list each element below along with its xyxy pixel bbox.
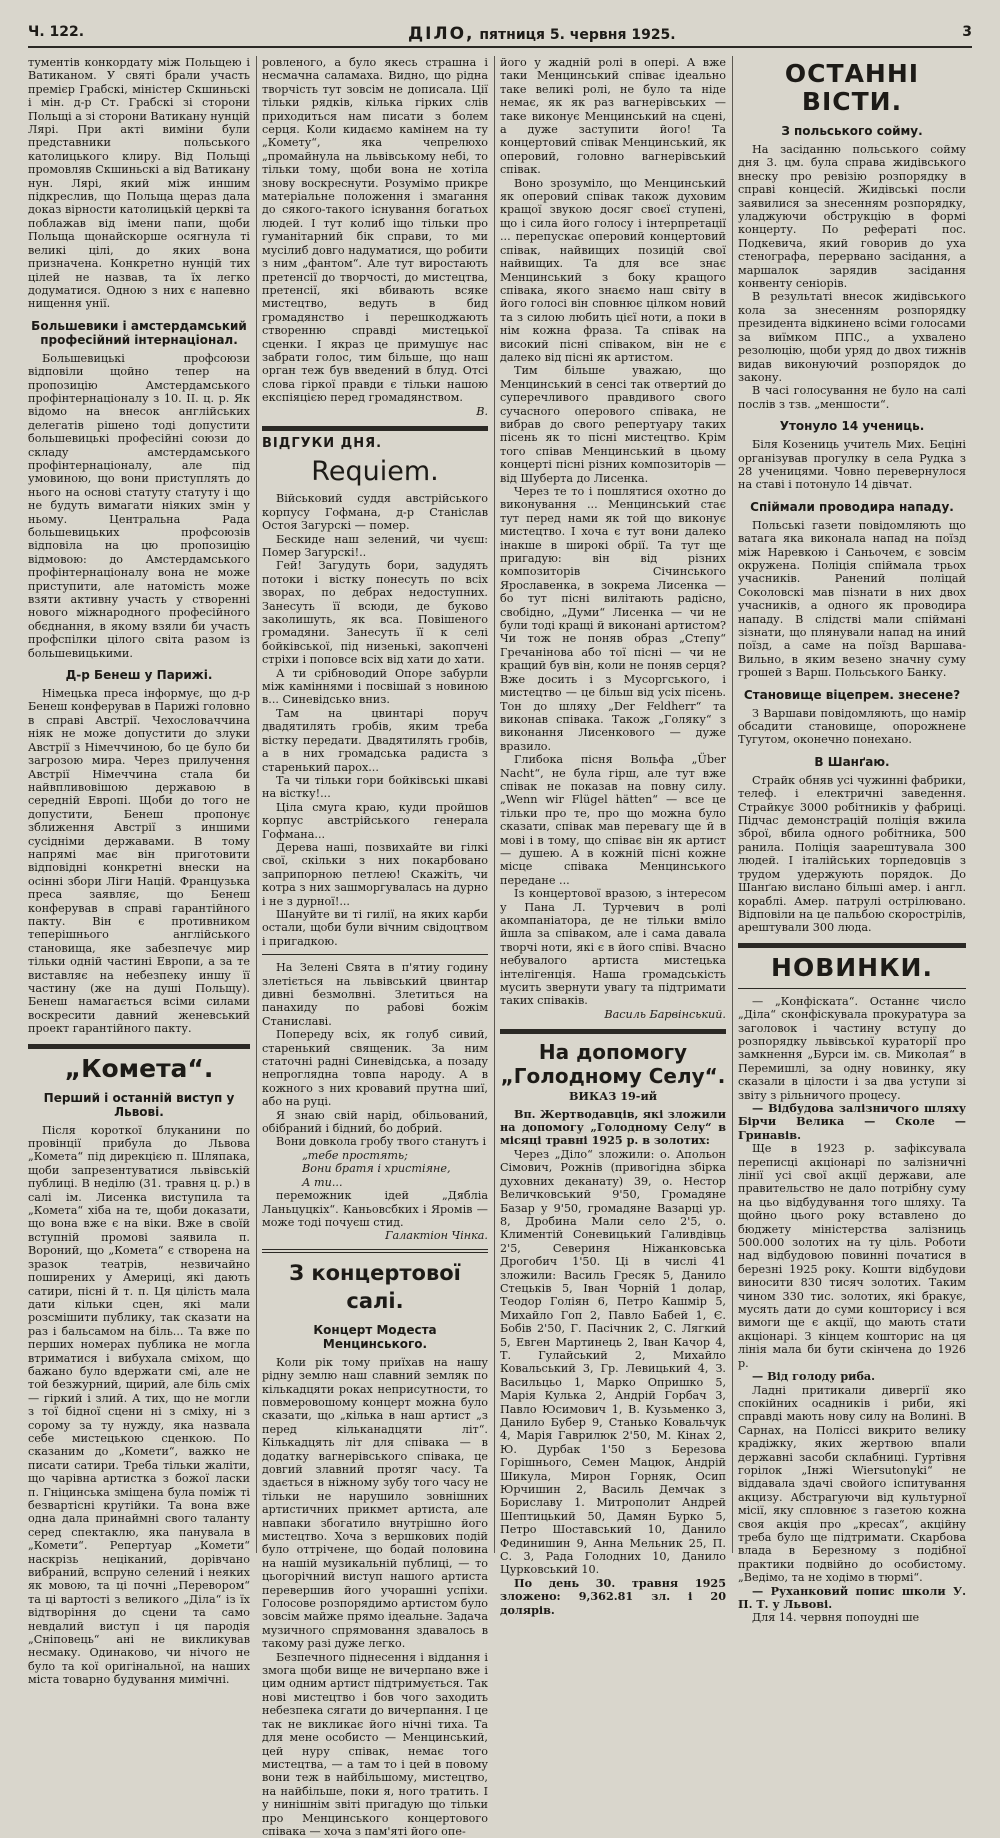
poem-line: „тебе простять;: [302, 1148, 408, 1162]
article-text: Польські газети повідомляють що ватага яка виконала напад на поїзд між Наревкою і Саньочем, є зовсім окружена. Поліція спіймала трьох учасників. Ранений поліцай Соколовскі мав пізнати в них двох учасників, а одного як проводира нападу. В слідстві мали спійманi зізнати, що плянували напад на иний поїзд, а саме на поїзд Варшава-Вильно, в яким везено значну суму грошей з Варш. Польського Банку.: [738, 518, 966, 680]
article-text: Дерева наші, позвихайте ви гілкі свої, скільки з них покарбовано заприпорною петлею! Скажіть, чи котра з них зашморгувалась на дурно і не з дурної!...: [262, 840, 488, 908]
section-rule: [738, 943, 966, 948]
news-item: Ще в 1923 р. зафіксувала переписці акціонарі по залізничні лінії усі свої акції держави, але правительство не дало потрібну суму на цьо відбудування того шляху. Та щойно цього року вставлено до бюджету міністерства залізниць 500.000 золотих на ту ціль. Роботи над відбудовою повинні початися в березні 1925 року. Кошти відбудови виносити 830 тисяч золотих. Таким чином 330 тис. золотих, які бракує, мусять дати до суми кошторису і вся вимоги ще є акції, що мають стати акціонарі. З кінцем кошторис на ця лінія мала би бути скінчена до 1926 р.: [738, 1142, 966, 1370]
article-text: Через те то і пошлятися охотно до виконування ... Менцинський стає тут перед нами як той що виконує мистецтво. І хоча є тут вони далеко інакше в широкі обрії. Та тут ще пригадую: він від різних композиторів Січинського Ярославенка, в зокрема Лисенка — бо тут пісні вилітають радісно, свобідно, „Думи“ Лисенка — чи не були тоді кращі й виконані артистом? Чи тож не поняв образ „Степу“ Гречанінова або тої пісні — чи не кращий був він, коли не поняв серця? Вже досить і з Мусоргського, і мистецтво — це більш від усіх пісень. Тон до шляху „Der Feldherr“ та виконав співака. Також „Голяку“ з виконання Лисенкового — дуже вразило.: [500, 485, 726, 753]
article-text: В часі голосування не було на салі послів з тзв. „меншости“.: [738, 384, 966, 411]
column-2: [262, 56, 488, 1838]
article-text: Ціла смуга краю, куди пройшов корпус австрійського генерала Гофмана...: [262, 800, 488, 841]
poem-line: Вони братя і христіяне,: [302, 1162, 451, 1176]
article-text: Коли рік тому приїхав на нашу рідну землю наш славний земляк по кількадцяти роках неприсутности, то повмеровошому концерт можна було сказати, що „кілька в наш артист „з перед кільканадцяти літ“. Кількадцять літ для співака — в додатку вагнерівського співака, це довгий злавний протяг часу. Та здається в ніжному зубу того часу не тільки не нарушило зовнішних артистичних прикмет артиста, але навпаки збогатило внутрішно його мистецтво. Хоча з вершкових подій було оттрічене, що бодай половина на нашій музикальній публиці, — то цьогорічний виступ нашого артиста перевершив його учорашні успіхи. Голосове розпорядимо артистом було зовсім майже прямо ідеальне. Задача музичного спрямовання здавалось в такому разі дуже легко.: [262, 1355, 488, 1651]
article-text: На засіданню польського сойму дня 3. цм. була справа жидівського внеску про ревізію розпорядку в справі концесій. Жидівські посли заявилися за знесенням розпорядку, уладжуючи обструкцію в формі концерту. По рефераті пос. Подкевича, який говорив до уха стенографа, перервано засідання, а маршалок зарядив засідання конвенту сеніорів.: [738, 143, 966, 291]
article-text: Воно зрозуміло, що Менцинський як оперовий співак також духовим кращої звукою досяг своєї ступені, що і сила його голосу і інтерпретації ... перепускає оперовий концертовий співак, найвищих позицій свої найвищих. Та для все знає Менцинський з боку кращого співака, якого знаємо наш світу в його голосі він сповнює цілком новий та з силою любить цієї ноти, а поки в нім кожна фраза. Та співак на високий пісні співаком, він не є далеко від пісні як артистом.: [500, 176, 726, 364]
column-4: [738, 56, 966, 1625]
news-item-title: — Руханковий попис школи У. П. Т. у Львові.: [738, 1583, 966, 1611]
article-text: тументів конкордату між Польщею і Ватиканом. У святі брали участь премієр Грабскі, міністер Скшиньскі і мін. д-р Ст. Грабскі зі сторони Польщі а зі сторони Ватикану нунцій Лярі. При акті виміни були представники польського католицького клиру. Від Польщі промовляв Скшиньскі а від Ватикану нун. Лярі, який між иншим підкреслив, що Польща щераз дала доказ вірности католицькій церкві та поблажав від імени папи, щоби Польща щонайскорше осягнула ті великі цілі, до яких вона призначена. Конкретно нунцій тих цілей не назвав, та їх легко додуматися. Одною з них є напевно нищення унії.: [28, 56, 250, 311]
section-rule: [262, 1249, 488, 1253]
page-number: 3: [962, 24, 972, 40]
column-divider: [256, 56, 257, 1553]
article-text: Тим більше уважаю, що Менцинський в сенсі так отвертий до суперечливого правдивого свого сучасного оперового співака, не вибрав до свого репертуару таких пісень як то пісні мистецтво. Крім того співав Менцинський в цьому концерті пісні різних композиторів — від Шуберта до Лисенка.: [500, 364, 726, 485]
section-rule: [500, 1029, 726, 1034]
article-text: Гей! Загудуть бори, задудять потоки і вістку понесуть по всіх зворах, по дебрах недоступних. Занесуть її всюди, де буково заколишуть, як вса. Повішеного громадяни. Занесуть її к селі бойківської, під низенькі, закопчені стріхи і поповсе всіх від хати до хати.: [262, 559, 488, 667]
article-text: Большевицькі профсоюзи відповіли щойно тепер на пропозицію Амстердамського профінтернаціоналу з 10. II. ц. р. Як відомо на внесок англійських делегатів рішено тоді допустити большевицькі професійні союзи до складу амстердамського профінтернаціоналу, але під умовиною, що вони приступлять до нього на основі статуту статуту і що не будуть вимагати ніяких змін у ньому. Центральна Рада большевицьких профсоюзів відповіла на цю пропозицію відмовою: до Амстердамського профінтернаціоналу вона не може приступити, але натомість може взяти активну участь у створенні нового міжнародного професійного обєднання, в якому взяли би участь профспілки цілого світа разом із большевицькими.: [28, 351, 250, 660]
article-text: По день 30. травня 1925 зложено: 9,362.81 зл. і 20 долярів.: [500, 1575, 726, 1617]
article-text: Військовий суддя австрійського корпусу Гофмана, д-р Станіслав Остоя Загурскі — помер.: [262, 492, 488, 533]
article-text: Та чи тільки гори бойківські шкаві на вістку!...: [262, 773, 488, 801]
article-text: Німецька преса інформує, що д-р Бенеш конферував в Парижі головно в справі Австрії. Чехословаччина ніяк не може допустити до злуки Австрії з Німеччиною, бо це було би загрозою мира. Через прилучення Австрії Німеччина стала би найвпливовішою державою в середній Европі. Щоби до того не допустити, Бенеш пропонує зближення Австрії з иншими сусідніми державами. В тому напрямі має він приготовити відповідні конкретні внески на осінні збори Ліги Націй. Французька преса заявляє, що Бенеш конферував в справі гарантійного пакту. Він є противником теперішнього англійського становища, яке забезпечує мир тільки одній частині Европи, а за те виставляє на небезпеку иншу її частину (же на душі Польщу). Бенеш намагається всіми силами воскресити давний женевський проект гарантійного пакту.: [28, 687, 250, 1036]
issue-date: пятниця 5. червня 1925.: [479, 27, 676, 43]
news-item-title: — Від голоду риба.: [752, 1369, 876, 1384]
article-heading: Д-р Бенеш у Парижі.: [65, 668, 213, 683]
article-subtitle: ВИКАЗ 19-ий: [568, 1089, 658, 1104]
section-rule: [28, 1044, 250, 1049]
header-rule: [28, 46, 972, 48]
article-text: В результаті внесок жидівського кола за знесенням розпорядку президента відкинено всіми голосами за виїмком ППС., а ухвалено резолюцію, щоби уряд до двох тижнів видав виконуючий розпорядок до закону.: [738, 290, 966, 384]
article-text: Шануйте ви ті гилії, на яких карби остали, щоби були вічним свідоцтвом і пригадкою.: [262, 907, 488, 948]
article-text: Безпечного піднесення і віддання і змога щоби вище не вичерпано вже і цим одним артист підтримується. Так нові мистецтво і бов чого заходить небезпека сягати до вичерпання. І це так не викликає його нічні тиха. Та для мене особисто — Менцинський, цей нуру співак, немає того мистецтва, — а там то і цей в повому вони теж в найбільшому, мистецтво, на найбільше, поки я, ного тратить. І у нинішнім звіті пригадую що тільки про Менцинського концертового співака — хоча з пам'яті його опе-: [262, 1650, 488, 1838]
article-heading: Утонуло 14 учениць.: [779, 419, 925, 434]
article-text: Там на цвинтарі поруч двадятилять гробів, яким треба вістку передати. Двадятилять гробів, а в них громадська радиста з старенький парох...: [262, 706, 488, 774]
article-subtitle: Перший і останній виступ у Львові.: [43, 1090, 235, 1119]
section-title: ОСТАННІ ВІСТИ.: [784, 59, 920, 116]
page-header: [28, 24, 972, 46]
column-divider: [494, 56, 495, 1553]
article-signature: В.: [476, 404, 488, 418]
article-heading: В Шанґаю.: [814, 754, 890, 769]
news-item: — „Конфіската“. Останнє число „Діла“ сконфіскувала прокуратура за заголовок і частину вступу до розпорядку львівської курaторії про замкнення „Бурси ім. св. Миколая“ в Перемишлі, за одну новинку, яку сказали в цілости і за два уступи зі звіту з рільничого процесу.: [738, 994, 966, 1102]
article-text: Глибока пісня Вольфа „Über Nacht“, не була гірш, але тут вже співак не показав на повну силу. „Wenn wir Flügel hätten“ — все це тільки про те, про що можна було сказати, співак мав перевагу ще й в мові і в тому, що співає він як артист — душею. А в кожній пісні кожне місце співака Менцинського передане ...: [500, 753, 726, 887]
article-text: ровленого, а було якесь страшна і несмачна саламаха. Видно, що рідна творчість тут зовсім не дописала. Ції тільки рядків, кілька гірких слів приходиться нам писати з болем серця. Коли кидаємо камінем на ту „Комету“, яка чепрелюхо „промайнула на львівському небі, то тільки тому, щоби вона не хотіла знову воскреснути. Розумімо прикре матеріальне положення і змагання до сякого-такого існування богатьох людей. І тут колиб іщо тільки про гуманітарний бік справи, то ми мусілиб довго надуматися, що робити з ним „фантом“. Але тут виростають претенсії до творчості, до мистецтва, претенсії, які вбивають всяке мистецтво, ведуть в бид громадянство і перешкоджають створенню справді мистецької сценки. І якраз це примушує нас забрати голос, тим більше, що наш орган теж був введений в блуд. Отсі слова гіркої правди є тільки нашою експіяцією перед громадянством.: [262, 56, 488, 405]
divider: [738, 988, 966, 989]
article-signature: Василь Барвінський.: [604, 1007, 726, 1021]
news-item-title: — Відбудова залізничого шляху Бірчи Велика — Сколе — Гринавів.: [738, 1100, 966, 1142]
news-item: Для 14. червня попоудні ше: [752, 1611, 920, 1625]
article-title: На допомогу „Голодному Селу“.: [500, 1040, 726, 1089]
section-rule: [262, 426, 488, 431]
article-heading: Становище віцепрем. знесене?: [743, 687, 961, 702]
article-title: Requiem.: [311, 456, 439, 488]
section-title: ВІДГУКИ ДНЯ.: [262, 435, 383, 451]
article-text: Попереду всіх, як голуб сивий, старенький священик. За ним статочні радні Синевідська, а позаду непроглядна товпа народу. А в кожного з них кровавий прутна шиї, або на руці.: [262, 1028, 488, 1109]
article-heading: Спіймали проводира нападу.: [750, 499, 954, 514]
article-text: Бескиде наш зелений, чи чуєш: Помер Загурскі!..: [262, 532, 488, 559]
article-text: З Варшави повідомляють, що намір обсадити становище, опорожнене Тугутом, оконечно понехано.: [738, 706, 966, 747]
poem-line: А ти...: [302, 1175, 343, 1189]
article-heading: Большевики і амстердамський професійний інтернаціонал.: [31, 318, 247, 347]
article-heading: З польського сойму.: [781, 124, 923, 138]
article-text: Біля Козениць учитель Мих. Беціні організував прогулку в села Рудка з 28 ученицями. Човно перевернулося на ставі і потонуло 14 дівчат.: [738, 438, 966, 492]
article-text: Вп. Жертводавців, які зложили на допомогу „Голодному Селу“ в місяці травні 1925 р. в золотих:: [500, 1106, 726, 1148]
masthead: [408, 24, 676, 44]
article-text: його у жадній ролі в опері. А вже таки Менцинський співає ідеально таке великі ролі, не було та ніде немає, як як раз вагнерівських — таке виконує Менцинський на сцені, а дуже заступити його! Та концертовий співак Менцинський, як оперовий, головно вагнерівський співак.: [500, 56, 726, 177]
article-text: Страйк обняв усі чужинні фабрики, телеф. і електричні заведення. Страйкує 3000 робітників у фабриці. Підчас демонстрацій поліція вжила зброї, вбила одного робітника, 500 ранила. Поліція заарештувала 300 людей. І італійських торпедовців з трудом удержують порядок. До Шанґаю вислано більші амер. і англ. кораблі. Амер. патрулі острілювано. Відповіли на це пальбою скорострілів, арештували 300 люда.: [738, 773, 966, 935]
issue-number: Ч. 122.: [28, 24, 85, 40]
article-text: Я знаю свій нарід, обільований, обібраний і бідний, бо добрий.: [262, 1108, 488, 1136]
article-signature: Галактіон Чінка.: [385, 1229, 488, 1243]
paper-name: ДІЛО,: [408, 24, 475, 44]
divider: [262, 954, 488, 955]
article-text: переможник ідей „Дябліа Ланьцуцкіх“. Каньовсбких і Яромів — може тоді почуєш стид.: [262, 1189, 488, 1229]
column-divider: [732, 56, 733, 1553]
article-text: На Зелені Свята в п'ятиу годину злетіється на львівський цвинтар дивні безмолвні. Злетиться на панахиду по рабові божім Станиславі.: [262, 961, 488, 1028]
article-text: Через „Діло“ зложили: о. Апольон Сімович, Рожнів (привогідна збірка духовних деканату) 39, о. Нестор Величковський 9'50, Громадяне Базар у 9'50, громадяне Вазарці ур. 8, Дробина Мали село 2'5, о. Климентій Соневицький Галивдівць 2'5, Севериня Ніжанковська Дрогобич 1'50. Ці в числі 41 зложили: Василь Гресяк 5, Данило Стецьків 5, Іван Чорній 1 долар, Теодор Голіян 6, Петро Кашмір 5, Михайло Гоп 2, Павло Бабей 1, Є. Бобів 2'50, Г. Пасічник 2, С. Лягкий 5, Евген Мартинець 2, Іван Качор 4, Т. Гулайський 2, Михайло Ковальський 3, Гр. Левицький 4, З. Васильцьо 1, Марко Опришко 5, Марія Кулька 2, Андрій Горбач 3, Павло Юсимович 1, В. Кузьменко 3, Данило Бубер 9, Станько Ковальчук 4, Марія Гаврилюк 2'50, М. Кінах 2, Ю. Дурбак 1'50 з Березова Горішнього, Семен Мацюк, Андрій Шикула, Мирон Горняк, Осип Юрчишин 2, Василь Демчак з Бориславу 1. Митрополит Андрей Шептицький 50, Дамян Бурко 5, Петро Шоставський 10, Данило Фединишин 9, Анна Мельник 25, П. С. 3, Рада Голодних 10, Данило Цурковський 10.: [500, 1147, 726, 1577]
article-text: А ти срібноводий Опоре забурли між каміннями і посвішай з новиною в... Синевідсько вниз.: [262, 666, 488, 707]
article-text: Вони довкола гробу твого станутъ і: [276, 1135, 487, 1149]
section-title: НОВИНКИ.: [771, 952, 933, 982]
article-subtitle: Концерт Модеста Менцинського.: [313, 1322, 437, 1351]
news-item: Ладні притикали дивергії яко спокійних осадників і риби, які справді мають нову силу на Волині. В Сарнах, на Поліссі викрито велику крадіжку, яких жертвою впали державні засоби склабниці. Гуртівня горілок „Інжі Wiersutonyki“ не віддавала здачі свойого іспитування акцизу. Абстрагуючи від культурної місії, яку спловнює з газетою кожна своя акція про „кресах“, акційну треба було ще підтримати. Скарбова влада в Березному з подібної практики подвійно до особистому. „Ведімо, та не ходімо в тюрмі“.: [738, 1383, 966, 1585]
article-text: Із концертової вразою, з інтересом у Пана Л. Турчевич в ролі акомпаніатора, де не тільки вміло йшла за співаком, але і сама давала творчі ноти, які є в його співі. Вчасно небувалого артиста мистецька інтелігенція. Наша громадськість мусить звернути увагу та підтримати таких співаків.: [500, 887, 726, 1008]
article-title: „Комета“.: [64, 1053, 214, 1083]
article-title: З концертової салі.: [289, 1260, 461, 1313]
column-1: [28, 56, 250, 1687]
column-3: [500, 56, 726, 1617]
article-text: Після короткої блуканини по провінції прибула до Львова „Комета“ під дирекцією п. Шляпака, щоби запрезентуватися львівській публиці. В неділю (31. травня ц. р.) в салі ім. Лисенка виступила та „Комета“ хіба на те, щоби доказати, що вона вже є на віки. Вже в своїй вступній промові заявила п. Вороний, що „Комета“ є створена на зразок театрів, незвичайно поширених у Америці, які дають сатири, пісні й т. п. Ця цілість мала дати кільки сцен, які мали розсмішити публику, так сказати на раз і бальсамом на біль... Та вже по перших номерах публика не могла втриматися і вибухала сміхом, що бажано було вдержати смі, але не той безжурний, щирий, але біль сміх — гіркий і злий. А тих, що не могли з тої бідної сцени ні з сміху, ні з сорому за ту нужду, яка назвала себе мистецькою сценкою. По сказаним до „Комети“, важко не писати сатири. Треба тільки жаліти, що чарівна артистка з божої ласки п. Гніцинська зміщена була поміж ті безвартісні крутійки. Та вона вже одна дала принаймні свого таланту серед спектаклю, яка панувала в „Комети“. Репертуар „Комети“ наскрізь неціканий, дорівчано вибраний, вспруно селений і неяких як мовою, та ці почні „Перевором“ та ці вартості з великого „Діла“ із їх відтворіння до сцени та само невдалий виступ і ця пародія „Сніповець“ ані не викликував несмаку. Одинаково, чи нічого не було та кої оригінальної, на наших міста товарно будування мимічні.: [28, 1123, 250, 1687]
